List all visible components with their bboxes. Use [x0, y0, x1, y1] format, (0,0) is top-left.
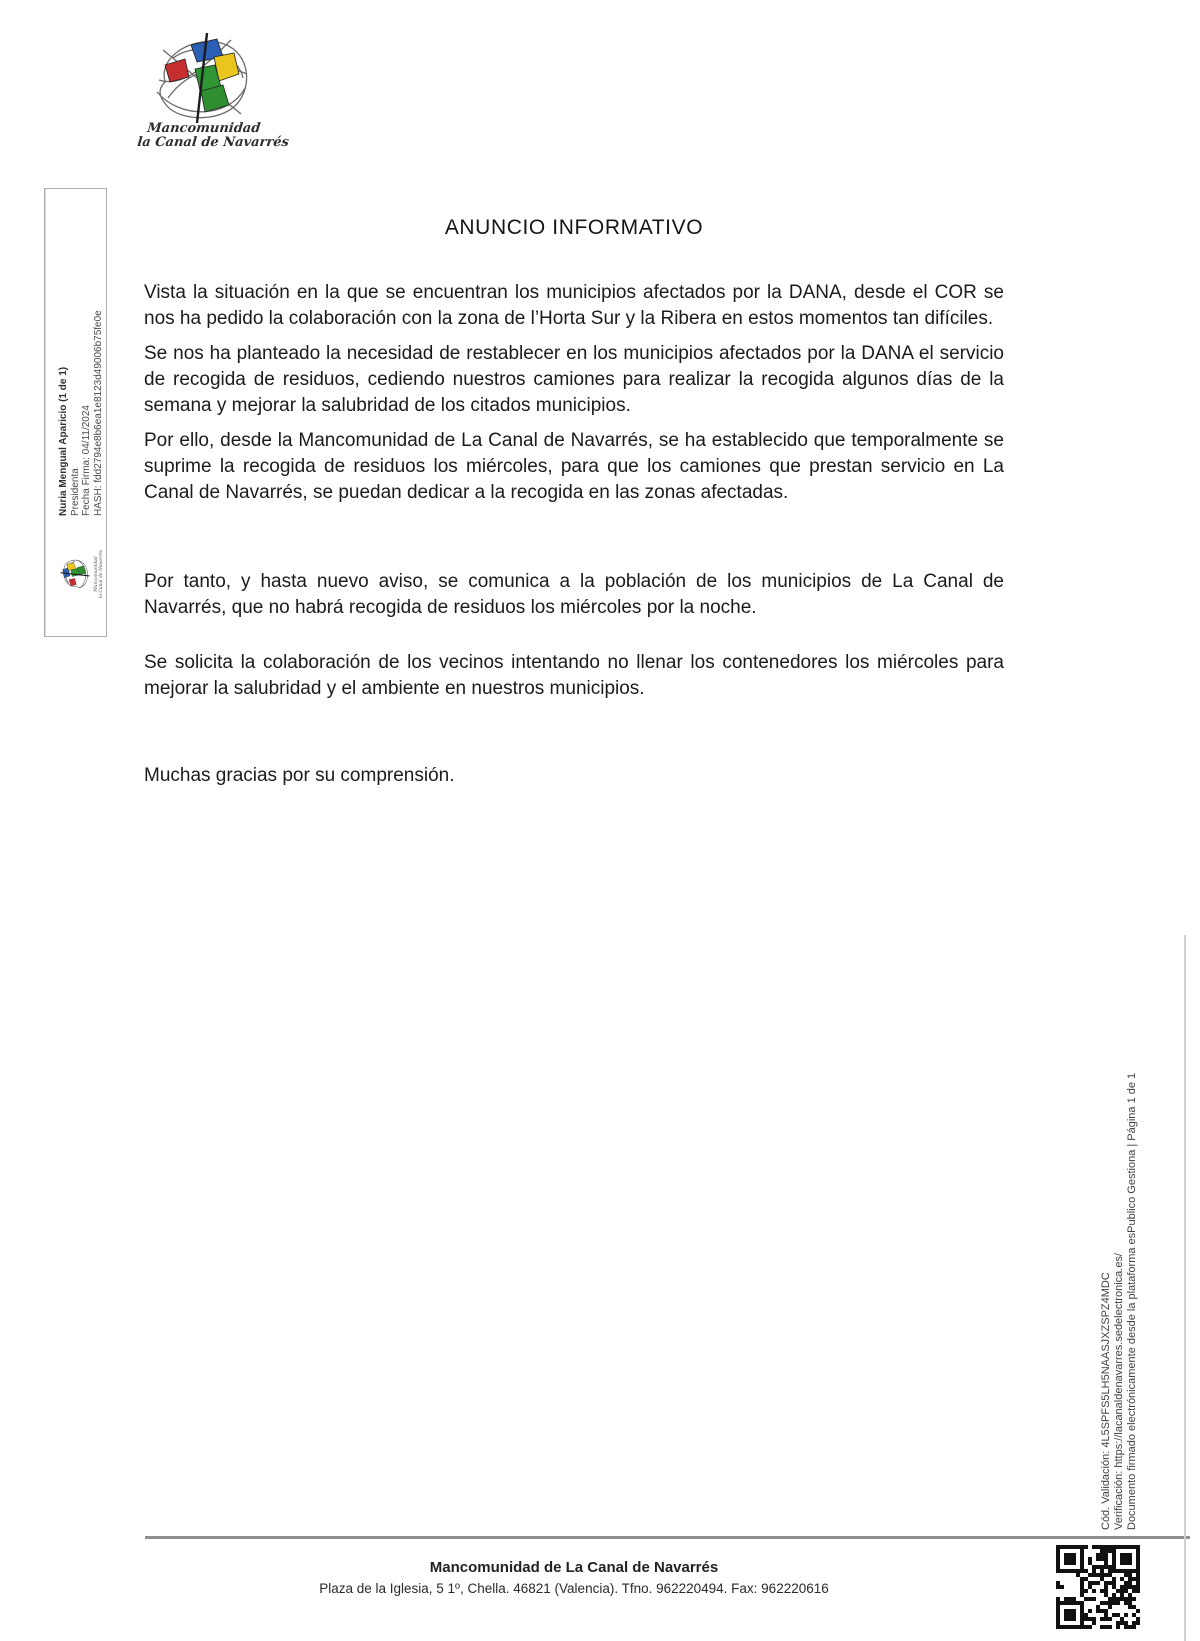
footer-divider — [145, 1536, 1190, 1539]
document-title: ANUNCIO INFORMATIVO — [444, 216, 704, 239]
signature-stamp-box — [44, 188, 107, 637]
verification-url: Verificación: https://lacanaldenavarres.sedelectronica.es/ — [1113, 1253, 1125, 1530]
signer-name: Nuria Mengual Aparicio (1 de 1) — [58, 366, 69, 516]
org-logo — [136, 30, 290, 150]
footer-org-name: Mancomunidad de La Canal de Navarrés — [429, 1559, 719, 1576]
signer-role: Presidenta — [69, 468, 81, 516]
org-logo-graphic — [143, 30, 263, 126]
paragraph-3: Por ello, desde la Mancomunidad de La Canal de Navarrés, se ha establecido que temporalmente se suprime la recogida de residuos los miércoles, para que los camiones que prestan servicio en La Canal de Navarrés, se puedan dedicar a la recogida en las zonas afectadas. — [144, 430, 1004, 503]
org-logo-line1: Mancomunidad — [146, 121, 262, 136]
paragraph-2: Se nos ha planteado la necesidad de restablecer en los municipios afectados por la DANA el servicio de recogida de residuos, cediendo nuestros camiones para realizar la recogida algunos días de la semana y mejorar la salubridad de los citados municipios. — [144, 343, 1004, 416]
page-edge-shadow — [1184, 935, 1186, 1641]
mini-logo-graphic — [59, 555, 91, 593]
signed-platform-note: Documento firmado electrónicamente desde la plataforma esPublico Gestiona | Página 1 de 1 — [1126, 1072, 1138, 1530]
paragraph-6: Muchas gracias por su comprensión. — [144, 765, 455, 786]
footer-address: Plaza de la Iglesia, 5 1º, Chella. 46821 (Valencia). Tfno. 962220494. Fax: 962220616 — [319, 1581, 829, 1596]
document-body — [144, 216, 1004, 789]
paragraph-1: Vista la situación en la que se encuentran los municipios afectados por la DANA, desde el COR se nos ha pedido la colaboración con la zona de l’Horta Sur y la Ribera en estos momentos tan difíciles. — [144, 282, 1004, 329]
signature-date: Fecha Firma: 04/11/2024 — [81, 405, 92, 516]
signature-rotated-text — [58, 216, 104, 516]
validation-code: Cód. Validación: 4L5SPFS5LH5NAASJXZSPZ4MDC — [1100, 1272, 1112, 1530]
paragraph-4: Por tanto, y hasta nuevo aviso, se comunica a la población de los municipios de La Canal de Navarrés, que no habrá recogida de residuos los miércoles por la noche. — [144, 571, 1004, 618]
paragraph-5: Se solicita la colaboración de los vecinos intentando no llenar los contenedores los miércoles para mejorar la salubridad y el ambiente en nuestros municipios. — [144, 652, 1004, 699]
signature-hash: HASH: fdd2794e8b6ea1e8123d49006b75fe0e — [92, 310, 104, 516]
signature-mini-logo — [59, 539, 104, 609]
qr-code — [1056, 1545, 1140, 1629]
mini-logo-text: Mancomunidad la Canal de Navarrés — [94, 549, 104, 599]
org-logo-text — [136, 121, 290, 150]
org-logo-line2: la Canal de Navarrés — [136, 135, 290, 150]
validation-sidebar — [1100, 970, 1139, 1530]
